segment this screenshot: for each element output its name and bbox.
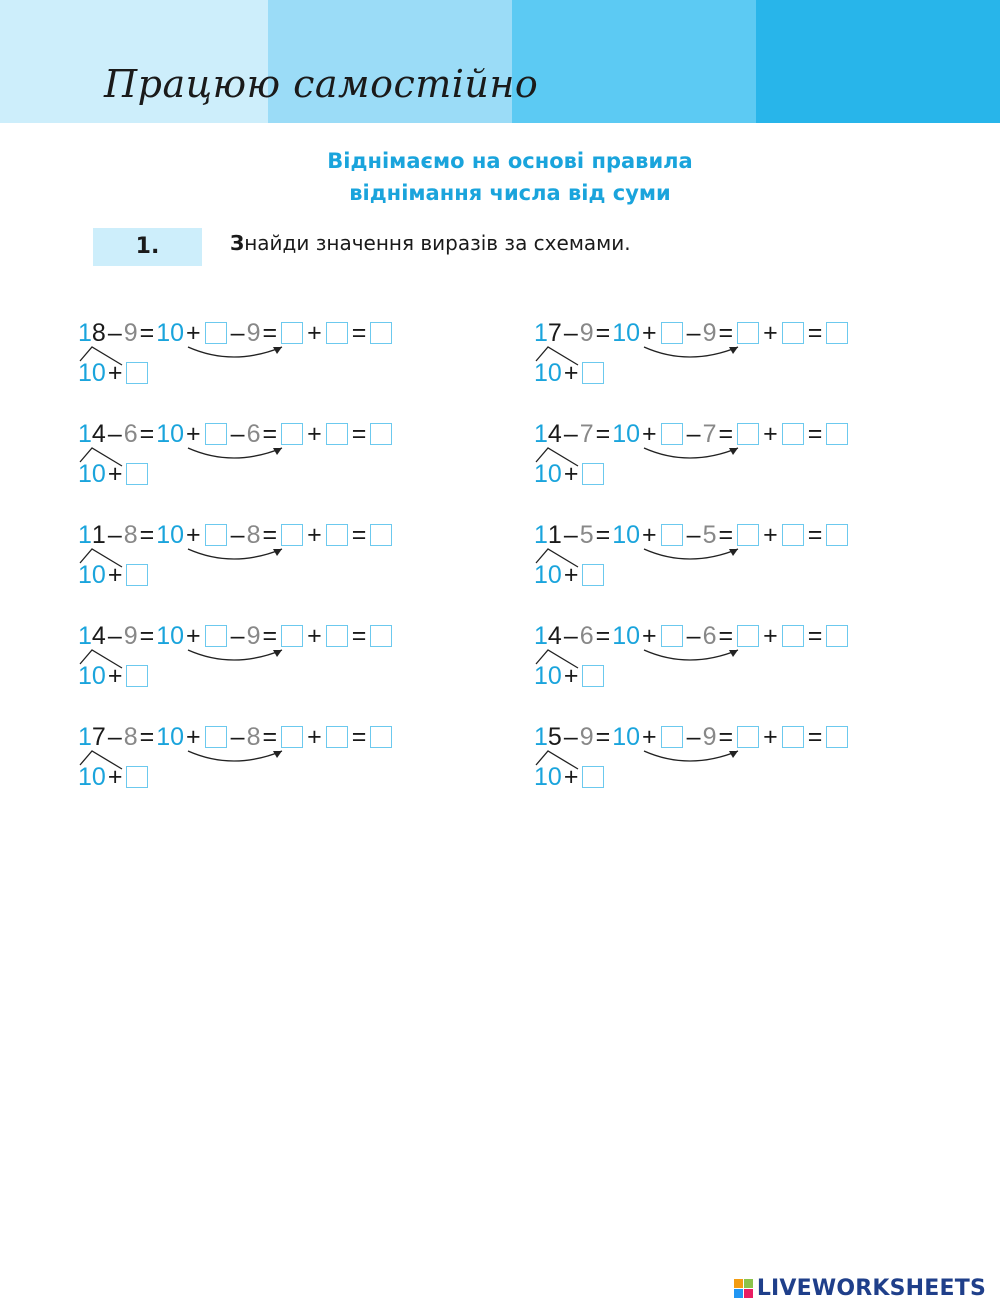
decomposition-ten: 10 (78, 459, 106, 488)
arrow-icon (644, 650, 738, 660)
expression-1 (78, 317, 478, 397)
ten-term: 10 (156, 318, 185, 347)
minus-sign: – (107, 318, 122, 347)
subtrahend-repeat: 9 (702, 318, 717, 347)
minuend-tens: 1 (534, 621, 548, 650)
plus-sign: + (763, 318, 778, 347)
answer-box-second-addend[interactable] (326, 625, 348, 647)
minuend-ones: 4 (91, 621, 106, 650)
answer-box-second-addend[interactable] (782, 322, 804, 344)
subtrahend: 7 (579, 419, 594, 448)
plus-sign: + (186, 722, 201, 751)
plus-sign: + (642, 419, 657, 448)
minus-sign: – (686, 621, 701, 650)
plus-sign: + (186, 318, 201, 347)
lesson-title-line-1: Віднімаємо на основі правила (327, 149, 693, 173)
scheme-lines (78, 721, 318, 801)
minus-sign: – (107, 722, 122, 751)
arrow-icon (188, 448, 282, 458)
expression-5 (78, 519, 478, 599)
equals-sign: = (718, 722, 734, 751)
header-band-3 (512, 0, 756, 123)
subtrahend: 8 (123, 722, 138, 751)
plus-sign: + (307, 520, 322, 549)
minus-sign: – (230, 520, 245, 549)
equals-sign: = (718, 419, 734, 448)
equals-sign: = (595, 722, 611, 751)
ten-term: 10 (156, 520, 185, 549)
subtrahend-repeat: 5 (702, 520, 717, 549)
equals-sign: = (262, 318, 278, 347)
subtrahend: 9 (579, 722, 594, 751)
answer-box-second-addend[interactable] (326, 423, 348, 445)
ten-term: 10 (612, 419, 641, 448)
answer-box-second-addend[interactable] (782, 726, 804, 748)
minus-sign: – (107, 419, 122, 448)
plus-sign: + (107, 762, 123, 791)
expression-9 (78, 721, 478, 801)
ten-term: 10 (156, 722, 185, 751)
subtrahend: 5 (579, 520, 594, 549)
arrow-icon (644, 751, 738, 761)
instruction-text: найди значення виразів за схемами. (244, 231, 631, 255)
answer-box-second-addend[interactable] (782, 524, 804, 546)
minus-sign: – (686, 419, 701, 448)
subtrahend: 9 (123, 621, 138, 650)
scheme-lines (78, 519, 318, 599)
equals-sign: = (139, 520, 155, 549)
equals-sign: = (351, 419, 367, 448)
decomposition-branch-lines (536, 650, 578, 668)
decomposition-branch-lines (80, 549, 122, 567)
minuend-tens: 1 (534, 419, 548, 448)
equals-sign: = (595, 621, 611, 650)
plus-sign: + (763, 621, 778, 650)
equals-sign: = (595, 318, 611, 347)
answer-box-result[interactable] (370, 524, 392, 546)
expression-6 (534, 519, 934, 599)
expression-3 (78, 418, 478, 498)
scheme-lines (78, 418, 318, 498)
lesson-title (200, 145, 820, 209)
header-script-title: Працюю самостійно (104, 62, 539, 106)
equals-sign: = (718, 621, 734, 650)
minus-sign: – (686, 722, 701, 751)
equals-sign: = (807, 722, 823, 751)
minuend-tens: 1 (78, 621, 92, 650)
ten-term: 10 (156, 419, 185, 448)
minus-sign: – (563, 318, 578, 347)
subtrahend-repeat: 7 (702, 419, 717, 448)
plus-sign: + (307, 318, 322, 347)
ten-term: 10 (612, 722, 641, 751)
plus-sign: + (563, 762, 579, 791)
liveworksheets-logo-icon (734, 1279, 753, 1298)
expression-2 (534, 317, 934, 397)
expression-10 (534, 721, 934, 801)
scheme-lines (78, 317, 318, 397)
subtrahend: 8 (123, 520, 138, 549)
plus-sign: + (307, 621, 322, 650)
equals-sign: = (595, 419, 611, 448)
decomposition-branch-lines (536, 448, 578, 466)
arrow-icon (188, 347, 282, 357)
subtrahend: 9 (123, 318, 138, 347)
minuend-ones: 8 (91, 318, 106, 347)
plus-sign: + (763, 722, 778, 751)
equals-sign: = (595, 520, 611, 549)
subtrahend-repeat: 6 (702, 621, 717, 650)
minus-sign: – (230, 318, 245, 347)
scheme-lines (534, 620, 774, 700)
answer-box-result[interactable] (826, 726, 848, 748)
decomposition-branch-lines (536, 347, 578, 365)
plus-sign: + (186, 520, 201, 549)
header-band-4 (756, 0, 1000, 123)
expression-4 (534, 418, 934, 498)
scheme-lines (534, 721, 774, 801)
scheme-lines (534, 418, 774, 498)
minus-sign: – (563, 621, 578, 650)
scheme-lines (534, 519, 774, 599)
ten-term: 10 (156, 621, 185, 650)
ten-term: 10 (612, 520, 641, 549)
lesson-title-line-2: віднімання числа від суми (349, 181, 671, 205)
equals-sign: = (351, 318, 367, 347)
minuend-tens: 1 (78, 722, 92, 751)
answer-box-result[interactable] (370, 625, 392, 647)
minus-sign: – (230, 621, 245, 650)
subtrahend-repeat: 8 (246, 520, 261, 549)
minuend-ones: 1 (547, 520, 562, 549)
decomposition-ten: 10 (534, 560, 562, 589)
minuend-ones: 4 (91, 419, 106, 448)
task-instruction (230, 231, 631, 255)
subtrahend-repeat: 9 (246, 621, 261, 650)
answer-box-second-addend[interactable] (326, 524, 348, 546)
scheme-lines (78, 620, 318, 700)
plus-sign: + (642, 621, 657, 650)
answer-box-second-addend[interactable] (782, 625, 804, 647)
task-number-badge: 1. (93, 228, 202, 266)
arrow-icon (644, 448, 738, 458)
decomposition-ten: 10 (78, 762, 106, 791)
plus-sign: + (563, 358, 579, 387)
decomposition-ten: 10 (78, 358, 106, 387)
minus-sign: – (686, 318, 701, 347)
plus-sign: + (763, 520, 778, 549)
minus-sign: – (230, 722, 245, 751)
minuend-tens: 1 (78, 419, 92, 448)
minuend-tens: 1 (78, 520, 92, 549)
subtrahend: 6 (579, 621, 594, 650)
ten-term: 10 (612, 621, 641, 650)
plus-sign: + (563, 661, 579, 690)
plus-sign: + (107, 358, 123, 387)
plus-sign: + (107, 560, 123, 589)
equals-sign: = (807, 318, 823, 347)
minuend-ones: 7 (547, 318, 562, 347)
plus-sign: + (107, 661, 123, 690)
expression-8 (534, 620, 934, 700)
answer-box-second-addend[interactable] (782, 423, 804, 445)
instruction-lead-letter: З (230, 231, 245, 255)
minus-sign: – (230, 419, 245, 448)
subtrahend-repeat: 9 (702, 722, 717, 751)
decomposition-branch-lines (80, 751, 122, 769)
answer-box-second-addend[interactable] (326, 322, 348, 344)
minus-sign: – (107, 520, 122, 549)
equals-sign: = (807, 520, 823, 549)
plus-sign: + (563, 560, 579, 589)
minuend-ones: 4 (547, 621, 562, 650)
plus-sign: + (307, 722, 322, 751)
minus-sign: – (107, 621, 122, 650)
answer-box-result[interactable] (826, 625, 848, 647)
decomposition-branch-lines (536, 549, 578, 567)
plus-sign: + (642, 520, 657, 549)
decomposition-branch-lines (80, 448, 122, 466)
answer-box-result[interactable] (370, 322, 392, 344)
plus-sign: + (763, 419, 778, 448)
decomposition-ten: 10 (534, 459, 562, 488)
equals-sign: = (718, 520, 734, 549)
subtrahend: 9 (579, 318, 594, 347)
minus-sign: – (686, 520, 701, 549)
minuend-tens: 1 (534, 520, 548, 549)
equals-sign: = (262, 621, 278, 650)
minuend-ones: 1 (91, 520, 106, 549)
equals-sign: = (807, 621, 823, 650)
plus-sign: + (307, 419, 322, 448)
subtrahend-repeat: 6 (246, 419, 261, 448)
arrow-icon (188, 751, 282, 761)
plus-sign: + (642, 318, 657, 347)
scheme-lines (534, 317, 774, 397)
minuend-ones: 5 (547, 722, 562, 751)
equals-sign: = (807, 419, 823, 448)
ten-term: 10 (612, 318, 641, 347)
arrow-icon (644, 347, 738, 357)
answer-box-result[interactable] (826, 322, 848, 344)
decomposition-ten: 10 (78, 661, 106, 690)
arrow-icon (188, 650, 282, 660)
equals-sign: = (351, 621, 367, 650)
plus-sign: + (563, 459, 579, 488)
equals-sign: = (262, 520, 278, 549)
equals-sign: = (139, 318, 155, 347)
decomposition-ten: 10 (534, 358, 562, 387)
minuend-ones: 4 (547, 419, 562, 448)
decomposition-branch-lines (536, 751, 578, 769)
expression-7 (78, 620, 478, 700)
equals-sign: = (351, 722, 367, 751)
footer-brand-text: LIVEWORKSHEETS (756, 1276, 986, 1301)
answer-box-result[interactable] (370, 423, 392, 445)
plus-sign: + (107, 459, 123, 488)
decomposition-ten: 10 (78, 560, 106, 589)
decomposition-branch-lines (80, 650, 122, 668)
arrow-icon (188, 549, 282, 559)
footer-brand (734, 1276, 986, 1301)
decomposition-ten: 10 (534, 661, 562, 690)
equals-sign: = (139, 419, 155, 448)
minuend-tens: 1 (534, 318, 548, 347)
minuend-tens: 1 (534, 722, 548, 751)
equals-sign: = (139, 621, 155, 650)
decomposition-branch-lines (80, 347, 122, 365)
subtrahend: 6 (123, 419, 138, 448)
equals-sign: = (351, 520, 367, 549)
minuend-ones: 7 (91, 722, 106, 751)
equals-sign: = (262, 722, 278, 751)
minuend-tens: 1 (78, 318, 92, 347)
arrow-icon (644, 549, 738, 559)
minus-sign: – (563, 520, 578, 549)
minus-sign: – (563, 419, 578, 448)
answer-box-second-addend[interactable] (326, 726, 348, 748)
answer-box-result[interactable] (826, 423, 848, 445)
subtrahend-repeat: 8 (246, 722, 261, 751)
equals-sign: = (262, 419, 278, 448)
plus-sign: + (186, 621, 201, 650)
plus-sign: + (642, 722, 657, 751)
subtrahend-repeat: 9 (246, 318, 261, 347)
decomposition-ten: 10 (534, 762, 562, 791)
equals-sign: = (139, 722, 155, 751)
answer-box-result[interactable] (826, 524, 848, 546)
plus-sign: + (186, 419, 201, 448)
answer-box-result[interactable] (370, 726, 392, 748)
equals-sign: = (718, 318, 734, 347)
minus-sign: – (563, 722, 578, 751)
